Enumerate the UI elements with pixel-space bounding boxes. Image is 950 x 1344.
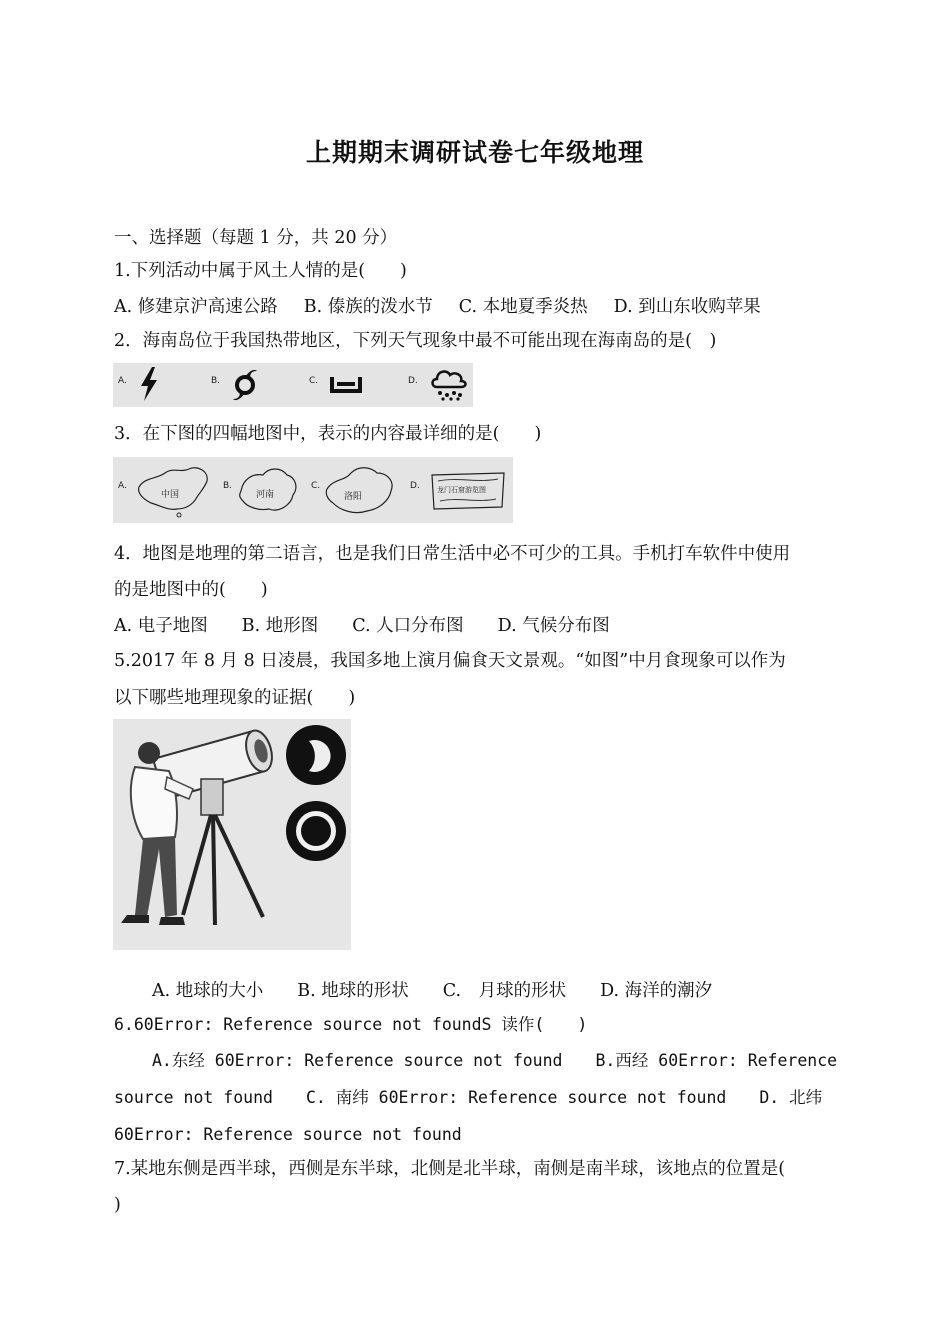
q1-option-b: B. 傣族的泼水节: [303, 297, 433, 317]
question-5-options: [152, 979, 712, 1003]
fig-label-a: A.: [118, 376, 127, 386]
question-4-options: [114, 614, 610, 638]
map-label-henan: 河南: [256, 490, 275, 500]
fig-label-b: B.: [211, 376, 221, 386]
q4-option-b: B. 地形图: [241, 616, 319, 636]
question-7-stem-line2: ): [114, 1195, 121, 1215]
question-4-stem-line1: 4．地图是地理的第二语言，也是我们日常生活中必不可少的工具。手机打车软件中使用: [114, 544, 791, 564]
map-label-longmen: 龙门石窟游览图: [437, 486, 486, 494]
q1-option-a: A. 修建京沪高速公路: [114, 297, 278, 317]
q5-option-c: C. 月球的形状: [442, 981, 567, 1001]
question-2-stem: 2．海南岛位于我国热带地区，下列天气现象中最不可能出现在海南岛的是( ): [114, 331, 717, 351]
fig-label-c: C.: [309, 376, 319, 386]
question-6-options-line3: 60Error: Reference source not found: [114, 1125, 462, 1144]
question-5-stem-line1: 5.2017 年 8 月 8 日凌晨，我国多地上演月偏食天文景观。“如图”中月食现象可以作为: [114, 651, 786, 671]
q5-option-a: A. 地球的大小: [152, 981, 264, 1001]
question-6-stem: 6.60Error: Reference source not foundS 读作( ): [114, 1015, 588, 1034]
question-4-stem-line2: 的是地图中的( ): [114, 580, 268, 600]
question-1-options: [114, 295, 761, 319]
map-label-luoyang: 洛阳: [344, 492, 363, 502]
q4-option-a: A. 电子地图: [114, 616, 208, 636]
lunar-eclipse-photo: [113, 719, 351, 950]
section-heading: 一、选择题（每题 1 分，共 20 分）: [114, 228, 398, 248]
question-6-options-line2: source not found C. 南纬 60Error: Reference source not found D. 北纬: [114, 1088, 823, 1107]
weather-icons-figure: [113, 363, 473, 407]
map-label-china: 中国: [161, 490, 180, 500]
q5-option-b: B. 地球的形状: [297, 981, 409, 1001]
rain-cloud-icon: [431, 367, 467, 401]
question-5-stem-line2: 以下哪些地理现象的证据( ): [114, 688, 356, 708]
q4-option-c: C. 人口分布图: [352, 616, 464, 636]
question-7-stem-line1: 7.某地东侧是西半球，西侧是东半球，北侧是北半球，南侧是南半球，该地点的位置是(: [114, 1159, 786, 1179]
question-1-stem: 1.下列活动中属于风土人情的是( ): [114, 261, 407, 281]
page-title: 上期期末调研试卷七年级地理: [305, 138, 644, 167]
q4-option-d: D. 气候分布图: [497, 616, 610, 636]
fig-label-a: A.: [118, 481, 127, 491]
fig-label-d: D.: [410, 481, 420, 491]
q5-option-d: D. 海洋的潮汐: [600, 981, 713, 1001]
question-3-stem: 3．在下图的四幅地图中，表示的内容最详细的是( ): [114, 424, 542, 444]
fig-label-b: B.: [223, 481, 233, 491]
q1-option-c: C. 本地夏季炎热: [458, 297, 588, 317]
fig-label-c: C.: [311, 481, 321, 491]
typhoon-icon: [231, 367, 259, 403]
telescope-observer-illustration: [113, 719, 351, 950]
question-6-options-line1: A.东经 60Error: Reference source not found B.西经 60Error: Reference: [152, 1051, 838, 1070]
q1-option-d: D. 到山东收购苹果: [613, 297, 761, 317]
maps-figure: [113, 457, 513, 523]
lightning-icon: [138, 367, 160, 401]
fig-label-d: D.: [408, 376, 418, 386]
sandstorm-icon: [328, 373, 364, 397]
